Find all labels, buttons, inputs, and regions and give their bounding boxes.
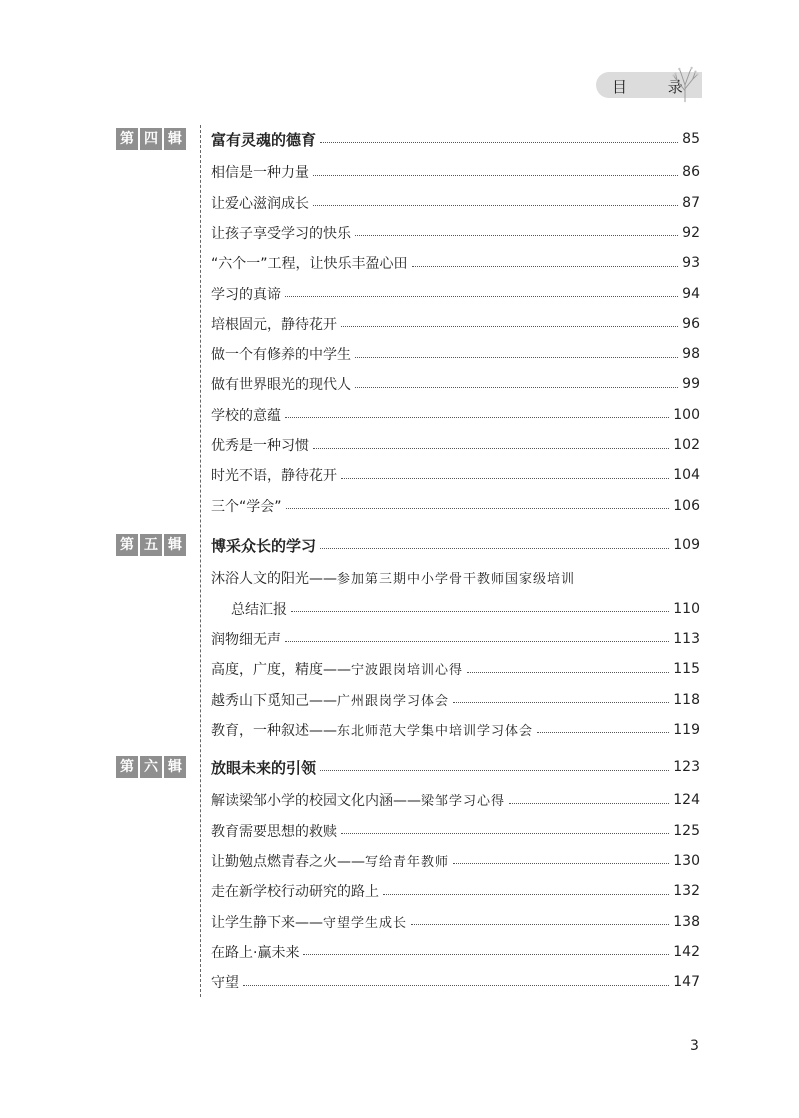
entry-page-number: 109 [673,537,700,553]
toc-entry[interactable] [211,911,700,933]
toc-entry[interactable] [211,343,700,365]
toc-entry[interactable] [231,598,700,620]
toc-entry[interactable] [211,658,700,680]
entry-title-text: 让勤勉点燃青春之火—— [211,853,365,870]
entry-page-number: 125 [673,822,700,839]
toc-section-heading[interactable] [211,756,700,778]
entry-title-text: 沐浴人文的阳光—— [211,571,337,588]
toc-section-heading[interactable] [211,128,700,150]
entry-title [211,162,309,182]
entry-subtitle: 东北师范大学集中培训学习体会 [337,723,534,739]
entry-title-text: 教育需要思想的救赎 [211,823,337,840]
toc-entry[interactable] [211,689,700,711]
section-label [116,534,186,556]
dot-leader [320,770,669,771]
dot-leader [412,266,679,267]
entry-page-number: 85 [682,131,700,147]
header-title: 目 录 [612,78,701,96]
entry-subtitle: 广州跟岗学习体会 [337,693,450,709]
entry-title-text: “六个一”工程，让快乐丰盈心田 [211,256,408,273]
entry-title [211,720,533,740]
entry-title-text: 高度，广度，精度—— [211,662,351,679]
entry-title [211,568,575,588]
dot-leader [341,478,669,479]
entry-page-number: 98 [682,346,700,363]
dot-leader [453,702,669,703]
entry-title-text: 三个“学会” [211,498,282,515]
dot-leader [341,326,678,327]
entry-page-number: 106 [673,497,700,514]
entry-title-text: 培根固元，静待花开 [211,316,337,333]
toc-entry[interactable] [211,373,700,395]
dot-leader [291,611,669,612]
toc-entry[interactable] [211,313,700,335]
section-label [116,128,186,150]
dot-leader [467,672,669,673]
entry-title [211,465,337,485]
entry-title-text: 学习的真谛 [211,286,281,303]
entry-title [211,942,299,962]
dot-leader [313,205,678,206]
tree-icon [666,66,704,104]
section-label-char: 第 [116,756,138,778]
dot-leader [286,508,670,509]
entry-title-text: 放眼未来的引领 [211,758,317,777]
entry-subtitle: 写给青年教师 [365,854,450,870]
toc-entry[interactable] [211,719,700,741]
toc-divider-line [200,125,201,997]
entry-title [211,535,316,556]
entry-title-text: 守望 [211,975,239,992]
toc-entry[interactable] [211,941,700,963]
entry-title-text: 让学生静下来—— [211,914,323,931]
entry-title-text: 让孩子享受学习的快乐 [211,225,351,242]
entry-title [211,690,449,710]
dot-leader [320,548,669,549]
dot-leader [285,641,669,642]
entry-page-number: 100 [673,406,700,423]
toc-entry[interactable] [211,971,700,993]
entry-title [211,435,309,455]
toc-entry[interactable] [211,464,700,486]
dot-leader [303,954,669,955]
toc-section-heading[interactable] [211,534,700,556]
entry-title-text: 越秀山下觅知己—— [211,692,337,709]
entry-title [211,851,449,871]
entry-title [211,629,281,649]
entry-title [211,129,316,150]
entry-title [211,405,281,425]
toc-entry[interactable] [211,880,700,902]
toc-entry[interactable] [211,252,700,274]
section-label-char: 六 [140,756,162,778]
dot-leader [341,833,669,834]
toc-entry[interactable] [211,404,700,426]
toc-entry[interactable] [211,283,700,305]
dot-leader [355,357,678,358]
entry-title [211,496,282,516]
entry-page-number: 132 [673,883,700,900]
entry-title-text: 做一个有修养的中学生 [211,347,351,364]
entry-page-number: 115 [673,661,700,678]
dot-leader [243,985,669,986]
entry-page-number: 113 [673,630,700,647]
entry-title [211,659,463,679]
entry-title [211,821,337,841]
dot-leader [509,803,669,804]
dot-leader [313,175,678,176]
entry-subtitle: 宁波跟岗培训心得 [351,663,464,679]
toc-entry[interactable] [211,628,700,650]
toc-entry[interactable] [211,161,700,183]
section-label-char: 辑 [164,756,186,778]
entry-subtitle: 梁邹学习心得 [421,794,506,810]
entry-title [211,790,505,810]
entry-title [211,284,281,304]
section-label-char: 辑 [164,128,186,150]
section-label-char: 五 [140,534,162,556]
entry-title [211,253,408,273]
toc-entry[interactable] [211,820,700,842]
entry-title [211,374,351,394]
entry-title [211,972,239,992]
dot-leader [411,924,669,925]
entry-title-text: 走在新学校行动研究的路上 [211,884,379,901]
section-label-char: 第 [116,128,138,150]
dot-leader [355,235,678,236]
toc-entry[interactable] [211,789,700,811]
entry-title [211,193,309,213]
entry-subtitle: 参加第三期中小学骨干教师国家级培训 [337,572,576,588]
entry-page-number: 124 [673,792,700,809]
entry-page-number: 130 [673,852,700,869]
entry-title [211,757,316,778]
page-number: 3 [690,1038,699,1054]
dot-leader [313,448,669,449]
entry-page-number: 86 [682,164,700,181]
entry-page-number: 138 [673,913,700,930]
section-label-char: 辑 [164,534,186,556]
entry-title-text: 优秀是一种习惯 [211,438,309,454]
dot-leader [320,142,678,143]
entry-title-text: 博采众长的学习 [211,536,317,555]
entry-title [211,912,407,932]
toc-entry[interactable] [211,850,700,872]
entry-subtitle: 守望学生成长 [323,915,408,931]
entry-page-number: 110 [673,600,700,617]
section-label-char: 四 [140,128,162,150]
entry-page-number: 92 [682,224,700,241]
entry-title-text: 让爱心滋润成长 [211,195,309,212]
dot-leader [355,387,678,388]
entry-title [211,881,379,901]
toc-entry[interactable] [211,495,700,517]
toc-entry[interactable] [211,222,700,244]
entry-page-number: 94 [682,285,700,302]
entry-page-number: 93 [682,255,700,272]
entry-title-text: 教育，一种叙述—— [211,722,337,739]
dot-leader [453,863,669,864]
toc-entry[interactable] [211,434,700,456]
entry-title-text: 时光不语，静待花开 [211,468,337,485]
entry-title-text: 相信是一种力量 [211,165,309,182]
entry-page-number: 99 [682,376,700,393]
toc-entry[interactable] [211,192,700,214]
entry-page-number: 104 [673,467,700,484]
entry-title-text: 富有灵魂的德育 [211,130,317,149]
entry-title [231,599,287,619]
entry-title [211,344,351,364]
entry-page-number: 147 [673,974,700,991]
entry-title-text: 学校的意蕴 [211,407,281,424]
entry-page-number: 102 [673,437,700,453]
entry-title-text: 总结汇报 [231,601,287,618]
section-label [116,756,186,778]
section-label-char: 第 [116,534,138,556]
toc-entry[interactable] [211,567,700,589]
entry-title-text: 润物细无声 [211,631,281,648]
entry-title-text: 解读梁邹小学的校园文化内涵—— [211,793,421,810]
entry-page-number: 142 [673,943,700,960]
dot-leader [383,894,669,895]
entry-page-number: 123 [673,759,700,775]
entry-page-number: 118 [673,691,700,708]
entry-page-number: 119 [673,721,700,738]
entry-title [211,314,337,334]
dot-leader [285,296,678,297]
dot-leader [537,732,669,733]
entry-title-text: 在路上·赢未来 [211,944,300,961]
entry-title [211,223,351,243]
entry-page-number: 96 [682,315,700,332]
entry-title-text: 做有世界眼光的现代人 [211,377,351,394]
dot-leader [285,417,669,418]
entry-page-number: 87 [682,194,700,211]
